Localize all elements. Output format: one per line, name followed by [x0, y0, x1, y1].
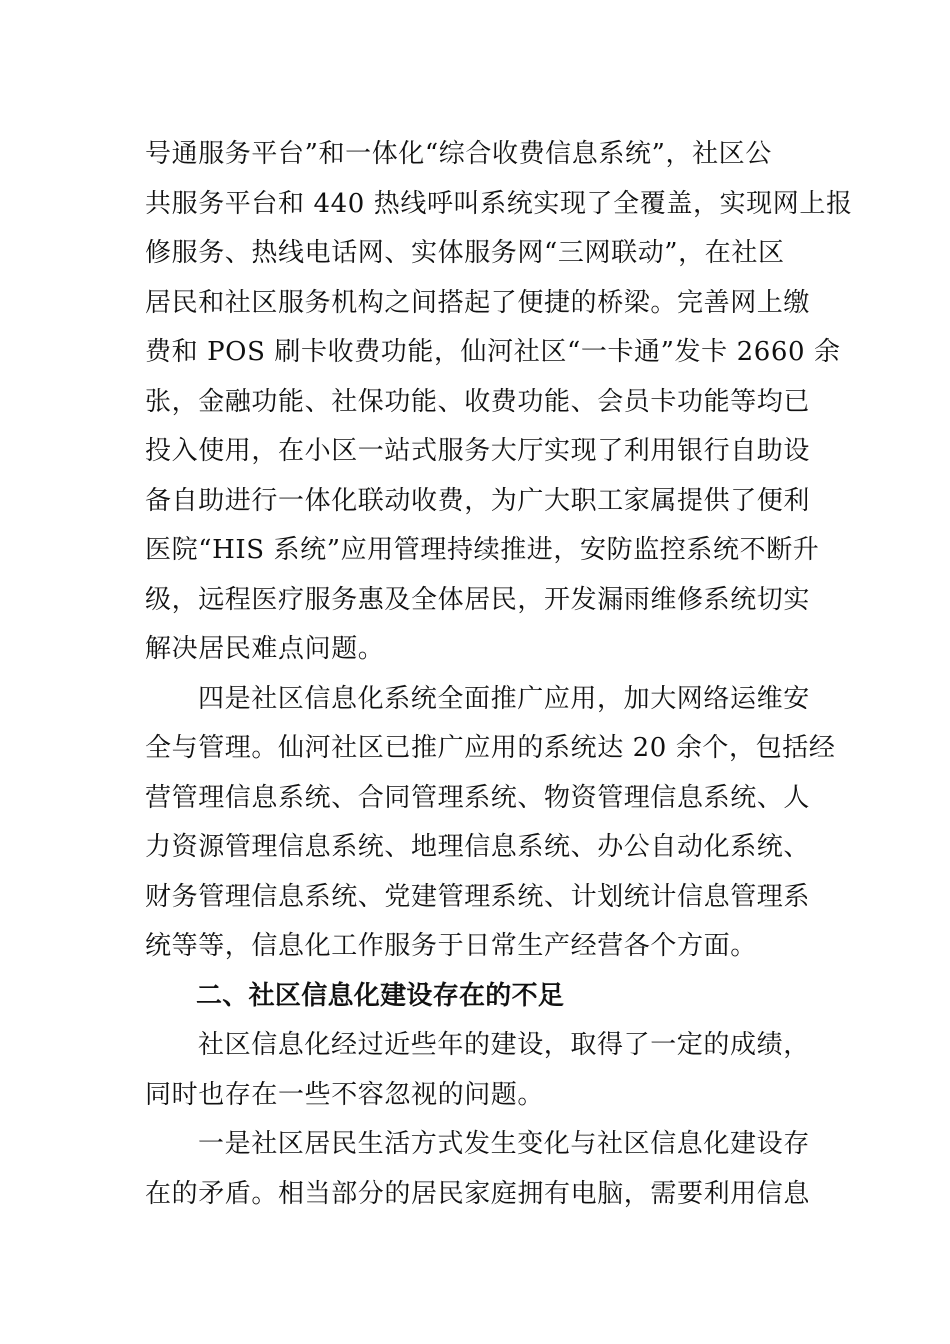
text-line: 统等等，信息化工作服务于日常生产经营各个方面。 — [145, 931, 757, 961]
text-line: 一是社区居民生活方式发生变化与社区信息化建设存 — [198, 1129, 810, 1159]
text-line: 营管理信息系统、合同管理系统、物资管理信息系统、人 — [145, 783, 811, 813]
text-line: 投入使用，在小区一站式服务大厅实现了利用银行自助设 — [145, 436, 811, 466]
text-line: 张，金融功能、社保功能、收费功能、会员卡功能等均已 — [145, 387, 811, 417]
text-line: 医院“HIS 系统”应用管理持续推进，安防监控系统不断升 — [145, 535, 820, 565]
text-line: 备自助进行一体化联动收费，为广大职工家属提供了便利 — [145, 486, 811, 516]
section-heading: 二、社区信息化建设存在的不足 — [196, 981, 565, 1011]
text-line: 同时也存在一些不容忽视的问题。 — [145, 1080, 545, 1110]
text-line: 费和 POS 刷卡收费功能，仙河社区“一卡通”发卡 2660 余 — [145, 337, 841, 367]
text-line: 共服务平台和 440 热线呼叫系统实现了全覆盖，实现网上报 — [145, 189, 853, 219]
text-line: 解决居民难点问题。 — [145, 634, 385, 664]
text-line: 全与管理。仙河社区已推广应用的系统达 20 余个，包括经 — [145, 733, 836, 763]
text-line: 级，远程医疗服务惠及全体居民，开发漏雨维修系统切实 — [145, 585, 811, 615]
text-line: 财务管理信息系统、党建管理系统、计划统计信息管理系 — [145, 882, 811, 912]
text-line: 四是社区信息化系统全面推广应用，加大网络运维安 — [198, 684, 810, 714]
text-line: 社区信息化经过近些年的建设，取得了一定的成绩， — [198, 1030, 810, 1060]
text-line: 在的矛盾。相当部分的居民家庭拥有电脑，需要利用信息 — [145, 1179, 811, 1209]
text-line: 力资源管理信息系统、地理信息系统、办公自动化系统、 — [145, 832, 811, 862]
text-line: 居民和社区服务机构之间搭起了便捷的桥梁。完善网上缴 — [145, 288, 811, 318]
text-line: 修服务、热线电话网、实体服务网“三网联动”，在社区 — [145, 238, 785, 268]
text-line: 号通服务平台”和一体化“综合收费信息系统”，社区公 — [145, 139, 772, 169]
